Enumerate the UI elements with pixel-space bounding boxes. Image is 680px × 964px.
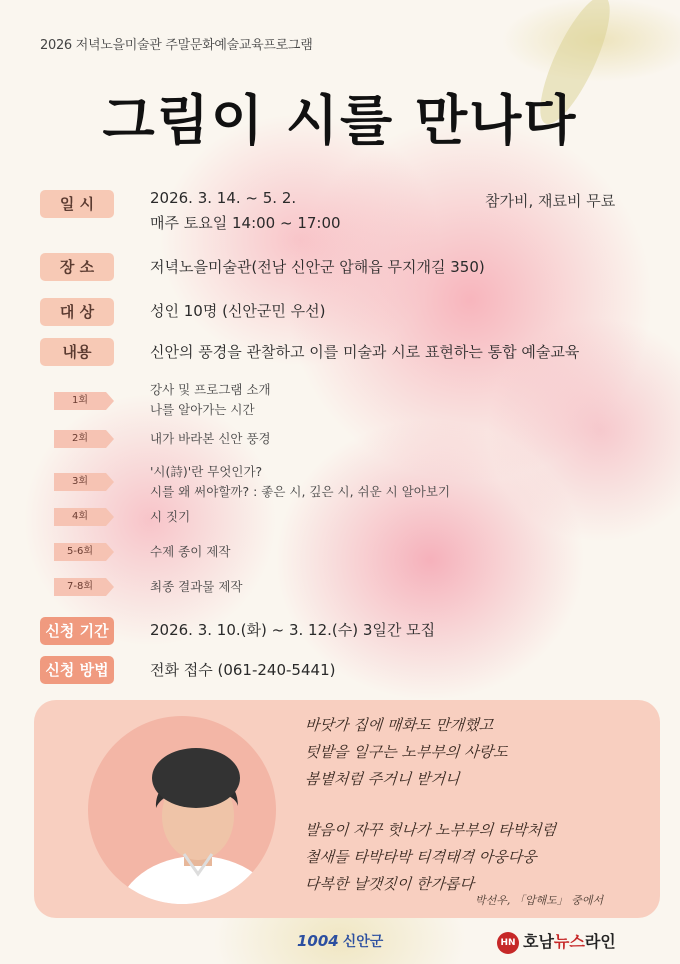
poem-line: 다복한 날갯짓이 한가롭다: [304, 875, 475, 893]
session-text: 시 짓기: [150, 509, 191, 524]
fee-note: 참가비, 재료비 무료: [485, 192, 616, 210]
poem-line: 텃밭을 일구는 노부부의 사랑도: [304, 743, 509, 761]
schedule-time: 매주 토요일 14:00 ~ 17:00: [150, 214, 341, 232]
schedule-label: 일 시: [40, 190, 114, 218]
logo2-part-a: 호남: [523, 932, 554, 951]
sinan-logo-number: 1004: [297, 932, 339, 950]
session-text: 나를 알아가는 시간: [150, 402, 255, 417]
target-label: 대 상: [40, 298, 114, 326]
apply-method-value: 전화 접수 (061-240-5441): [150, 661, 336, 679]
poster-subtitle: 2026 저녁노을미술관 주말문화예술교육프로그램: [40, 38, 313, 53]
session-text: 시를 왜 써야할까? : 좋은 시, 깊은 시, 쉬운 시 알아보기: [150, 484, 451, 499]
poem-line: 철새들 타박타박 티격태격 아웅다웅: [304, 848, 538, 866]
hn-badge-icon: HN: [497, 932, 519, 954]
session-text: 강사 및 프로그램 소개: [150, 382, 271, 397]
session-badge: 3회: [54, 473, 106, 491]
place-label: 장 소: [40, 253, 114, 281]
portrait-illustration: [88, 716, 276, 904]
poem-line: 발음이 자꾸 헛나가 노부부의 타박처럼: [304, 821, 557, 839]
session-text: 수제 종이 제작: [150, 544, 231, 559]
apply-method-label: 신청 방법: [40, 656, 114, 684]
session-text: 최종 결과물 제작: [150, 579, 243, 594]
poem-source: 박선우, 「압해도」 중에서: [475, 894, 604, 907]
logo2-part-c: 라인: [584, 932, 616, 951]
schedule-dates: 2026. 3. 14. ~ 5. 2.: [150, 189, 297, 207]
session-text: 내가 바라본 신안 풍경: [150, 431, 271, 446]
apply-period-value: 2026. 3. 10.(화) ~ 3. 12.(수) 3일간 모집: [150, 621, 436, 639]
honam-news-logo: [497, 929, 616, 954]
sinan-logo: [297, 931, 383, 951]
place-value: 저녁노을미술관(전남 신안군 압해읍 무지개길 350): [150, 258, 485, 276]
session-badge: 1회: [54, 392, 106, 410]
content-value: 신안의 풍경을 관찰하고 이를 미술과 시로 표현하는 통합 예술교육: [150, 343, 580, 361]
author-portrait: [88, 716, 276, 904]
target-value: 성인 10명 (신안군민 우선): [150, 302, 326, 320]
session-text: '시(詩)'란 무엇인가?: [150, 464, 263, 479]
session-badge: 5-6회: [54, 543, 106, 561]
logo2-part-b: 뉴스: [553, 932, 585, 951]
apply-period-label: 신청 기간: [40, 617, 114, 645]
sinan-logo-text: 신안군: [342, 934, 384, 950]
poster-title: 그림이 시를 만나다: [102, 89, 578, 152]
session-badge: 7-8회: [54, 578, 106, 596]
session-badge: 2회: [54, 430, 106, 448]
content-label: 내용: [40, 338, 114, 366]
session-badge: 4회: [54, 508, 106, 526]
poem-line: 바닷가 집에 매화도 만개했고: [304, 716, 494, 734]
poem-line: 봄볕처럼 주거니 받거니: [304, 770, 461, 788]
